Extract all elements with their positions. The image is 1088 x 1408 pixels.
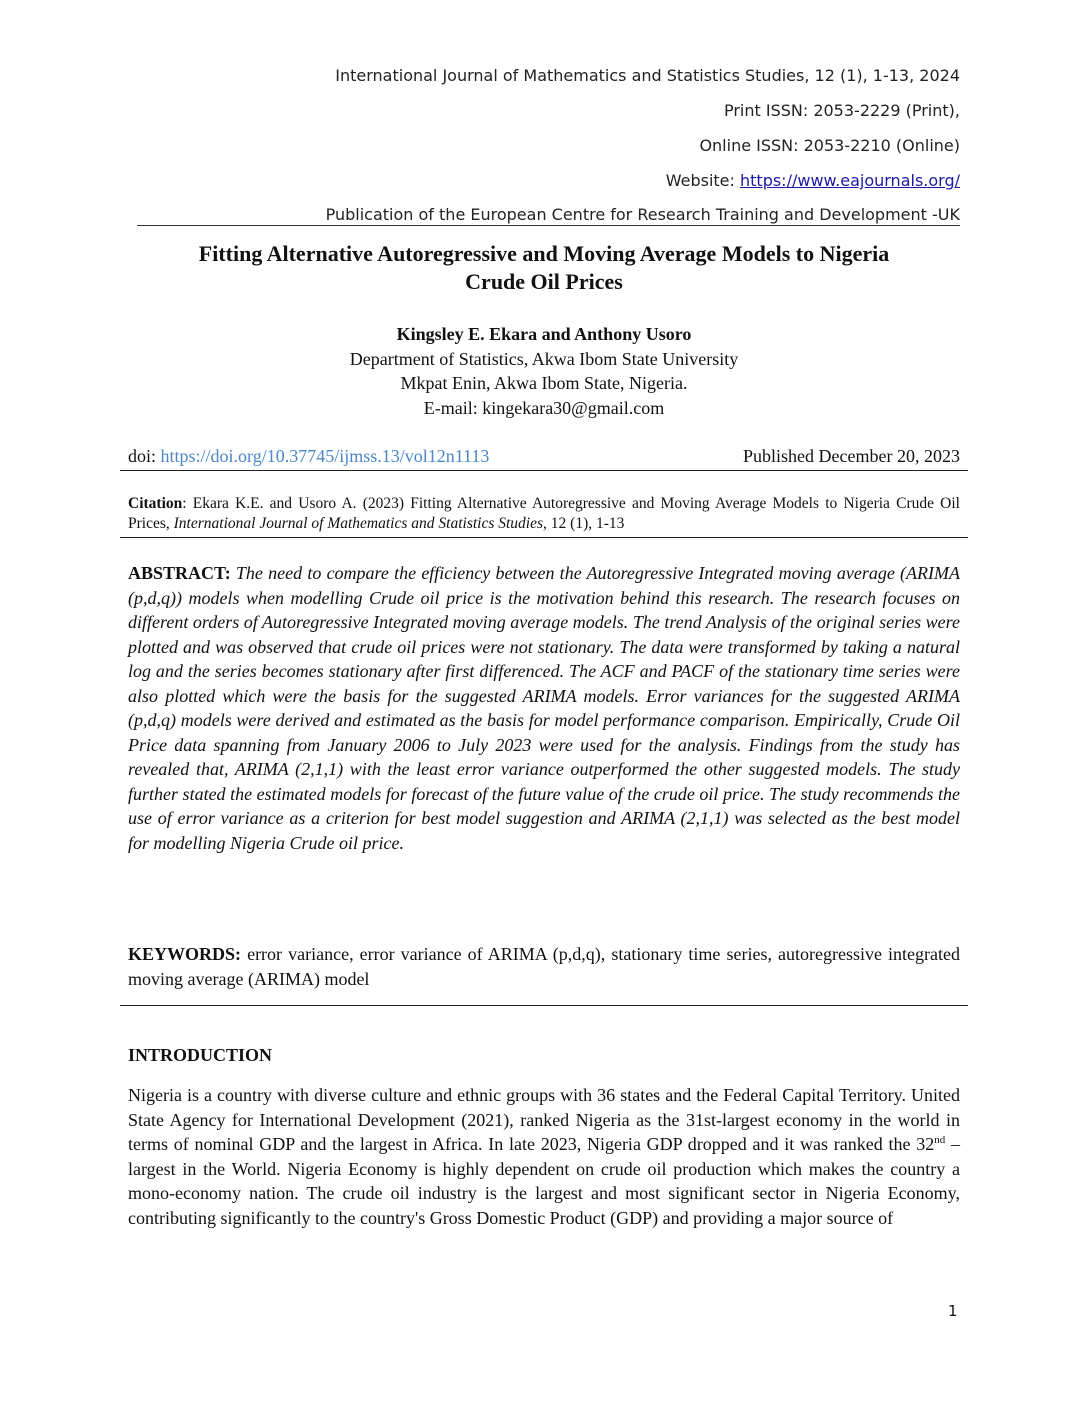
citation-pages: , 12 (1), 1-13 <box>543 515 625 532</box>
paper-title <box>128 240 960 296</box>
publisher-line: Publication of the European Centre for Research Training and Development -UK <box>325 205 960 224</box>
affiliation-line-2: Mkpat Enin, Akwa Ibom State, Nigeria. <box>400 373 688 393</box>
doi-row <box>128 444 960 468</box>
keywords-text: error variance, error variance of ARIMA (p,d,q), stationary time series, autoregressive integrated moving average (ARIMA) model <box>128 944 960 989</box>
print-issn: Print ISSN: 2053-2229 (Print), <box>723 101 960 120</box>
website-link[interactable]: https://www.eajournals.org/ <box>740 171 960 190</box>
journal-line: International Journal of Mathematics and Statistics Studies, 12 (1), 1-13, 2024 <box>335 66 960 85</box>
author-block <box>128 322 960 420</box>
abstract <box>128 561 960 855</box>
intro-text-part2: – largest in the World. Nigeria Economy is highly dependent on crude oil production which makes the country a mono-economy nation. The crude oil industry is the largest and most significant sector in Nigeria Economy, contributing significantly to the country's Gross Domestic Product (GDP) and providing a major source of <box>128 1134 961 1228</box>
citation-label: Citation <box>128 495 183 512</box>
website-label: Website: <box>665 171 740 190</box>
author-email: E-mail: kingekara30@gmail.com <box>423 397 665 418</box>
doi-label: doi: <box>128 446 161 466</box>
doi-link[interactable]: https://doi.org/10.37745/ijmss.13/vol12n1113 <box>160 446 490 466</box>
citation <box>128 494 960 534</box>
affiliation-line-1: Department of Statistics, Akwa Ibom State University <box>349 348 739 369</box>
author-names: Kingsley E. Ekara and Anthony Usoro <box>396 324 692 344</box>
abstract-label: ABSTRACT: <box>128 563 231 583</box>
header-divider <box>137 225 960 226</box>
keywords <box>128 942 960 992</box>
keywords-divider <box>120 1005 968 1006</box>
introduction-heading: INTRODUCTION <box>128 1045 273 1065</box>
title-line-1: Fitting Alternative Autoregressive and Moving Average Models to Nigeria <box>198 241 890 266</box>
title-line-2: Crude Oil Prices <box>465 269 623 294</box>
intro-superscript: nd <box>934 1134 946 1146</box>
citation-text: : Ekara K.E. and Usoro A. (2023) Fitting Alternative Autoregressive and Moving Average Models to Nigeria Crude Oil Prices, <box>128 495 960 532</box>
abstract-text: The need to compare the efficiency between the Autoregressive Integrated moving average (ARIMA (p,d,q)) models when modelling Crude oil price is the motivation behind this research. The research focuses on different orders of Autoregressive Integrated moving average models. The trend Analysis of the original series were plotted and was observed that crude oil prices were not stationary. The data were transformed by taking a natural log and the series becomes stationary after first differenced. The ACF and PACF of the stationary time series were also plotted which were the basis for the suggested ARIMA models. Error variances for the suggested ARIMA (p,d,q) models were derived and estimated as the basis for model performance comparison. Empirically, Crude Oil Price data spanning from January 2006 to July 2023 were used for the analysis. Findings from the study has revealed that, ARIMA (2,1,1) with the least error variance outperformed the other suggested models. The study further stated the estimated models for forecast of the future value of the crude oil price. The study recommends the use of error variance as a criterion for best model suggestion and ARIMA (2,1,1) was selected as the best model for modelling Nigeria Crude oil price. <box>128 563 961 853</box>
keywords-label: KEYWORDS: <box>128 944 242 964</box>
citation-journal: International Journal of Mathematics and Statistics Studies <box>173 515 544 532</box>
website-line <box>666 171 960 190</box>
page-number: 1 <box>948 1302 958 1320</box>
introduction-paragraph <box>128 1083 960 1230</box>
citation-divider <box>120 537 968 538</box>
published-date: Published December 20, 2023 <box>743 446 960 466</box>
intro-text-part1: Nigeria is a country with diverse culture and ethnic groups with 36 states and the Federal Capital Territory. United State Agency for International Development (2021), ranked Nigeria as the 31st-largest economy in the world in terms of nominal GDP and the largest in Africa. In late 2023, Nigeria GDP dropped and it was ranked the 32 <box>128 1085 960 1154</box>
online-issn: Online ISSN: 2053-2210 (Online) <box>699 136 960 155</box>
doi-divider <box>120 470 968 471</box>
